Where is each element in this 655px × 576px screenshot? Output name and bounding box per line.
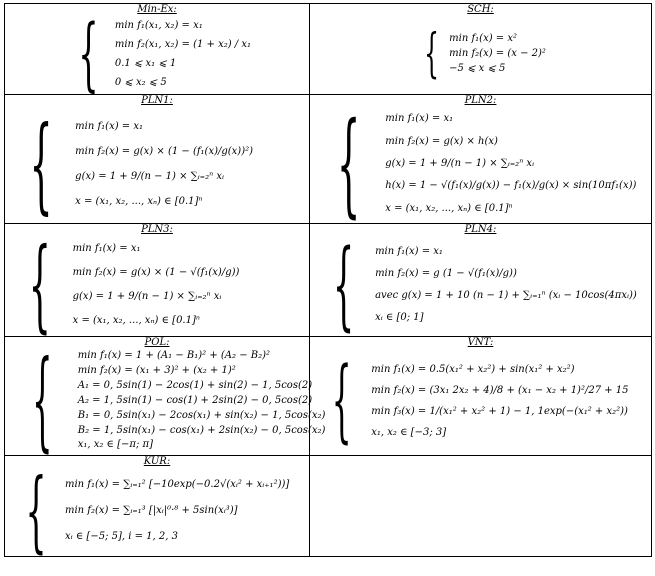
eq-pol-1: min f₂(x) = (x₁ + 3)² + (x₂ + 1)² — [77, 365, 236, 377]
eq-pln2-2: g(x) = 1 + 9/(n − 1) × ∑ᵢ₌₂ⁿ xᵢ — [385, 157, 535, 169]
eq-pln3-1: min f₂(x) = g(x) × (1 − √(f₁(x)/g)) — [72, 267, 240, 278]
title-kur: KUR: — [143, 456, 171, 467]
benchmark-table — [4, 3, 652, 562]
title-sch: SCH: — [467, 4, 494, 15]
cell-pln4 — [310, 224, 652, 341]
eq-pol-0: min f₁(x) = 1 + (A₁ − B₁)² + (A₂ − B₂)² — [77, 350, 271, 362]
cell-sch — [310, 4, 652, 95]
eq-minex-1: min f₂(x₁, x₂) = (1 + x₂) / x₁ — [114, 38, 252, 50]
cell-minex — [5, 4, 310, 100]
eq-pln2-4: x = (x₁, x₂, ..., xₙ) ∈ [0.1]ⁿ — [385, 202, 513, 214]
title-pln2: PLN2: — [464, 95, 497, 106]
brace-sch: { — [424, 24, 440, 84]
eq-kur-2: xᵢ ∈ [−5; 5], i = 1, 2, 3 — [65, 531, 178, 542]
eq-pln4-0: min f₁(x) = x₁ — [375, 246, 443, 257]
eq-pln1-3: x = (x₁, x₂, ..., xₙ) ∈ [0.1]ⁿ — [75, 195, 203, 207]
eq-sch-0: min f₁(x) = x² — [449, 33, 518, 45]
cell-pln2 — [310, 95, 652, 229]
eq-pol-2: A₁ = 0, 5sin(1) − 2cos(1) + sin(2) − 1, 5cos(2) — [77, 380, 313, 392]
title-minex: Min-Ex: — [137, 4, 177, 15]
cell-kur — [5, 456, 310, 562]
eq-pln2-1: min f₂(x) = g(x) × h(x) — [385, 135, 498, 147]
brace-minex: { — [78, 7, 99, 100]
eq-pln4-2: avec g(x) = 1 + 10 (n − 1) + ∑ᵢ₌₁ⁿ (xᵢ − 10cos(4πxᵢ)) — [375, 290, 637, 301]
eq-pln4-1: min f₂(x) = g (1 − √(f₁(x)/g)) — [375, 268, 517, 279]
eq-minex-3: 0 ⩽ x₂ ⩽ 5 — [114, 76, 167, 88]
eq-pln3-3: x = (x₁, x₂, ..., xₙ) ∈ [0.1]ⁿ — [72, 315, 200, 326]
eq-kur-0: min f₁(x) = ∑ᵢ₌₁² [−10exp(−0.2√(xᵢ² + xᵢ₊₁²))] — [65, 479, 290, 490]
brace-kur: { — [25, 459, 47, 562]
eq-sch-1: min f₂(x) = (x − 2)² — [449, 47, 546, 59]
eq-vnt-3: x₁, x₂ ∈ [−3; 3] — [371, 426, 447, 438]
eq-vnt-0: min f₁(x) = 0.5(x₁² + x₂²) + sin(x₁² + x₂²) — [371, 363, 575, 375]
cell-vnt — [310, 337, 652, 456]
cell-pln1 — [5, 95, 310, 224]
brace-pln3: { — [28, 226, 51, 343]
brace-pln1: { — [29, 103, 53, 225]
eq-pln2-3: h(x) = 1 − √(f₁(x)/g(x)) − f₁(x)/g(x) × sin(10πf₁(x)) — [385, 180, 637, 192]
title-vnt: VNT: — [467, 337, 494, 348]
eq-kur-1: min f₂(x) = ∑ᵢ₌₁³ [|xᵢ|⁰·⁸ + 5sin(xᵢ³)] — [65, 505, 238, 516]
eq-pln1-1: min f₂(x) = g(x) × (1 − (f₁(x)/g(x))²) — [75, 145, 254, 157]
eq-minex-2: 0.1 ⩽ x₁ ⩽ 1 — [114, 57, 177, 69]
brace-vnt: { — [331, 348, 352, 453]
title-pln1: PLN1: — [141, 95, 173, 106]
eq-pln1-2: g(x) = 1 + 9/(n − 1) × ∑ᵢ₌₂ⁿ xᵢ — [75, 170, 224, 182]
eq-vnt-2: min f₃(x) = 1/(x₁² + x₂² + 1) − 1, 1exp(−(x₁² + x₂²)) — [371, 405, 628, 417]
eq-pln3-0: min f₁(x) = x₁ — [72, 243, 141, 254]
brace-pln4: { — [332, 229, 355, 341]
eq-sch-2: −5 ⩽ x ⩽ 5 — [449, 62, 506, 74]
eq-pln3-2: g(x) = 1 + 9/(n − 1) × ∑ᵢ₌₂ⁿ xᵢ — [72, 291, 222, 302]
brace-pln2: { — [336, 99, 361, 229]
title-pln3: PLN3: — [141, 224, 173, 235]
eq-pol-6: x₁, x₂ ∈ [−π; π] — [77, 439, 154, 451]
eq-pol-4: B₁ = 0, 5sin(x₁) − 2cos(x₁) + sin(x₂) − 1, 5cos(x₂) — [77, 409, 326, 421]
title-pol: POL: — [144, 337, 170, 348]
eq-vnt-1: min f₂(x) = (3x₁ 2x₂ + 4)/8 + (x₁ − x₂ + 1)²/27 + 15 — [371, 384, 629, 396]
eq-minex-0: min f₁(x₁, x₂) = x₁ — [114, 19, 203, 31]
cell-empty — [310, 456, 652, 557]
eq-pol-5: B₂ = 1, 5sin(x₁) − cos(x₁) + 2sin(x₂) − 0, 5cos(x₂) — [77, 424, 326, 436]
eq-pln4-3: xᵢ ∈ [0; 1] — [375, 312, 424, 323]
title-pln4: PLN4: — [464, 224, 497, 235]
brace-pol: { — [32, 338, 53, 463]
eq-pln1-0: min f₁(x) = x₁ — [75, 120, 144, 132]
eq-pol-3: A₂ = 1, 5sin(1) − cos(1) + 2sin(2) − 0, 5cos(2) — [77, 394, 313, 406]
eq-pln2-0: min f₁(x) = x₁ — [385, 113, 454, 125]
